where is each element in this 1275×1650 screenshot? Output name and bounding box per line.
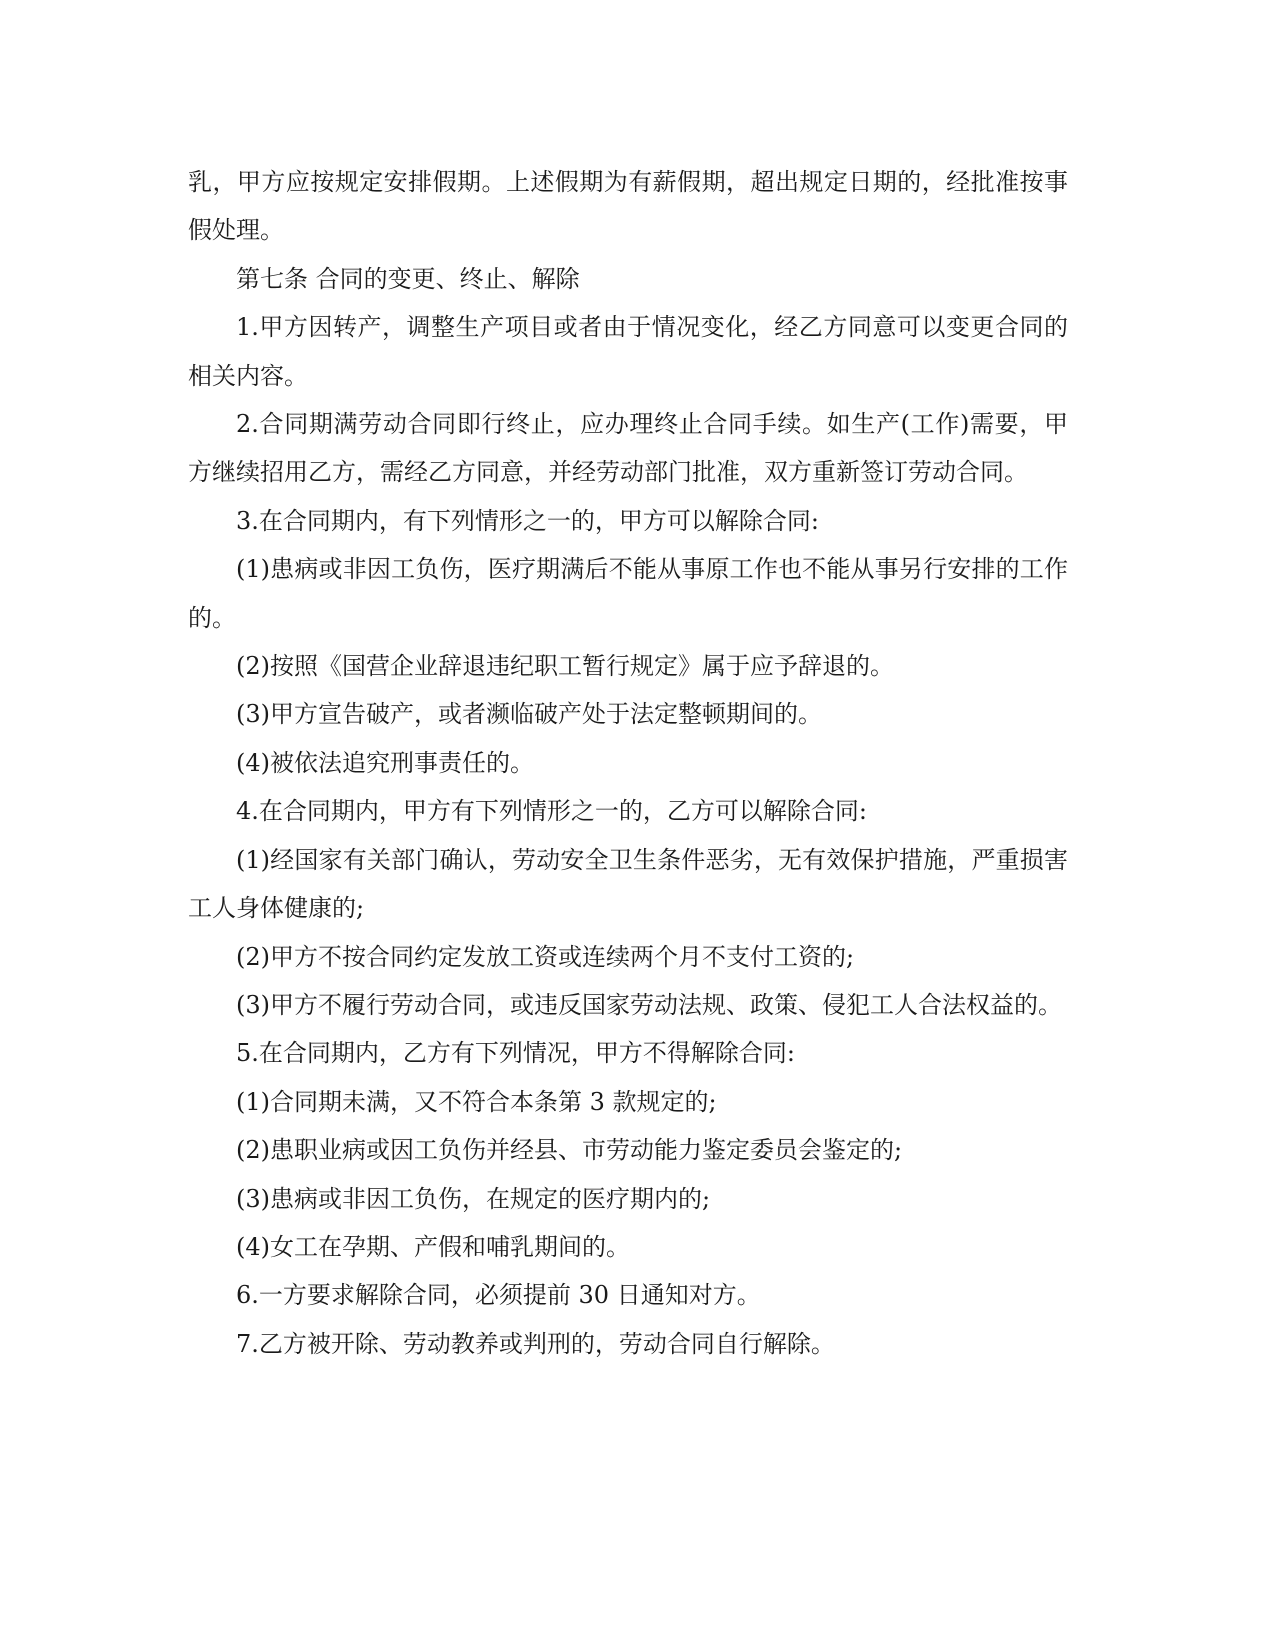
clause-4-item-2: (2)甲方不按合同约定发放工资或连续两个月不支付工资的; xyxy=(236,942,855,971)
clause-5-item-4: (4)女工在孕期、产假和哺乳期间的。 xyxy=(236,1232,630,1261)
clause-3: 3.在合同期内，有下列情形之一的，甲方可以解除合同: xyxy=(236,506,819,535)
clause-4-item-1: (1)经国家有关部门确认，劳动安全卫生条件恶劣，无有效保护措施，严重损害工人身体健康的; xyxy=(188,845,1068,923)
clause-2: 2.合同期满劳动合同即行终止，应办理终止合同手续。如生产(工作)需要，甲方继续招用乙方，需经乙方同意，并经劳动部门批准，双方重新签订劳动合同。 xyxy=(188,410,1068,487)
clause-5-item-2: (2)患职业病或因工负伤并经县、市劳动能力鉴定委员会鉴定的; xyxy=(236,1136,903,1165)
clause-3-item-4: (4)被依法追究刑事责任的。 xyxy=(236,748,534,777)
clause-3-item-3: (3)甲方宣告破产，或者濒临破产处于法定整顿期间的。 xyxy=(236,700,822,729)
clause-3-item-1: (1)患病或非因工负伤，医疗期满后不能从事原工作也不能从事另行安排的工作的。 xyxy=(188,555,1068,632)
clause-5-item-1: (1)合同期未满，又不符合本条第 3 款规定的; xyxy=(236,1087,717,1116)
clause-5: 5.在合同期内，乙方有下列情况，甲方不得解除合同: xyxy=(236,1039,795,1068)
clause-5-item-3: (3)患病或非因工负伤，在规定的医疗期内的; xyxy=(236,1184,711,1213)
clause-4-item-3: (3)甲方不履行劳动合同，或违反国家劳动法规、政策、侵犯工人合法权益的。 xyxy=(236,990,1062,1019)
clause-3-item-2: (2)按照《国营企业辞退违纪职工暂行规定》属于应予辞退的。 xyxy=(236,652,894,681)
document-body xyxy=(188,158,1068,1368)
clause-7: 7.乙方被开除、劳动教养或判刑的，劳动合同自行解除。 xyxy=(236,1329,835,1358)
clause-6: 6.一方要求解除合同，必须提前 30 日通知对方。 xyxy=(236,1281,761,1310)
article-7-heading: 第七条 合同的变更、终止、解除 xyxy=(236,264,580,293)
clause-1: 1.甲方因转产，调整生产项目或者由于情况变化，经乙方同意可以变更合同的相关内容。 xyxy=(188,313,1068,390)
clause-4: 4.在合同期内，甲方有下列情形之一的，乙方可以解除合同: xyxy=(236,797,867,826)
paragraph-leave-continuation: 乳，甲方应按规定安排假期。上述假期为有薪假期，超出规定日期的，经批准按事假处理。 xyxy=(188,168,1068,245)
